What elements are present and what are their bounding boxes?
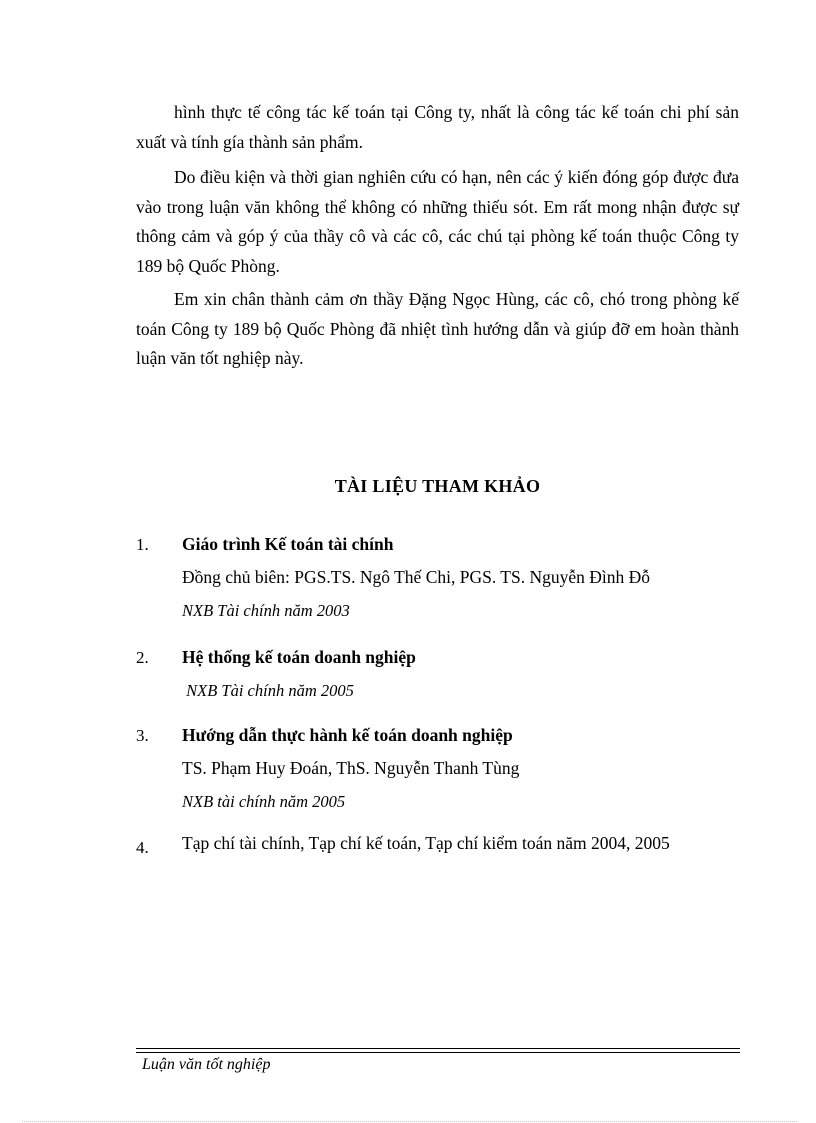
reference-text: Tạp chí tài chính, Tạp chí kế toán, Tạp chí kiểm toán năm 2004, 2005 — [182, 833, 670, 853]
page-border — [22, 1121, 797, 1122]
reference-publisher: NXB Tài chính năm 2003 — [182, 601, 350, 620]
reference-publisher: NXB Tài chính năm 2005 — [182, 681, 354, 700]
paragraph-thanks: Em xin chân thành cảm ơn thầy Đặng Ngọc Hùng, các cô, chó trong phòng kế toán Công ty 189 bộ Quốc Phòng đã nhiệt tình hướng dẫn và giúp đỡ em hoàn thành luận văn tốt nghiệp này. — [136, 289, 739, 368]
footer-label: Luận văn tốt nghiệp — [142, 1056, 271, 1073]
paragraph-intro: hình thực tế công tác kế toán tại Công ty, nhất là công tác kế toán chi phí sản xuất và tính gía thành sản phẩm. — [136, 102, 739, 152]
reference-authors: TS. Phạm Huy Đoán, ThS. Nguyễn Thanh Tùng — [182, 758, 520, 778]
reference-number: 3. — [136, 726, 149, 745]
references-title: TÀI LIỆU THAM KHẢO — [334, 476, 541, 496]
reference-number: 1. — [136, 535, 149, 554]
reference-publisher: NXB tài chính năm 2005 — [182, 792, 346, 811]
reference-number: 2. — [136, 648, 149, 667]
reference-number: 4. — [136, 838, 149, 857]
reference-authors: Đồng chủ biên: PGS.TS. Ngô Thế Chi, PGS. TS. Nguyễn Đình Đỗ — [182, 567, 650, 587]
reference-title: Hướng dẫn thực hành kế toán doanh nghiệp — [182, 725, 513, 745]
reference-title: Hệ thống kế toán doanh nghiệp — [182, 647, 416, 667]
reference-title: Giáo trình Kế toán tài chính — [182, 534, 394, 554]
paragraph-limitations: Do điều kiện và thời gian nghiên cứu có hạn, nên các ý kiến đóng góp được đưa vào trong luận văn không thể không có những thiếu sót. Em rất mong nhận được sự thông cảm và góp ý của thầy cô và các cô, các chú tại phòng kế toán thuộc Công ty 189 bộ Quốc Phòng. — [136, 167, 739, 276]
footer-divider — [136, 1048, 740, 1049]
